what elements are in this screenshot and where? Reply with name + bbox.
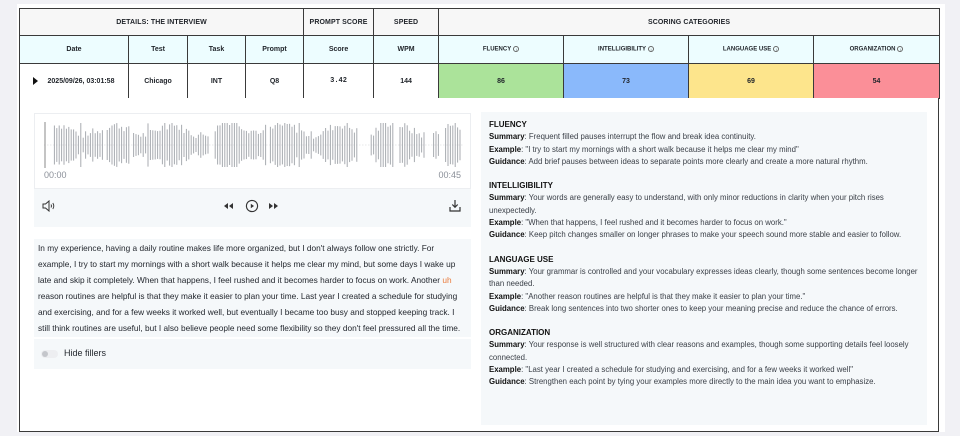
column-header-organization (814, 36, 940, 64)
transcript-segment: reason routines are helpful is that they make it easier to plan your time. Last year I created a schedule for studying and exercising, and for a few weeks it worked well, but eventually I became too busy and stopped keeping track. I still think routines are useful, but I also believe people need some flexibility so they don't feel pressured all the time. (38, 291, 461, 333)
cell-intelligibility-score: 73 (564, 64, 689, 99)
intelligibility-header-label: INTELLIGIBILITY (598, 46, 647, 53)
column-header-task: Task (188, 36, 246, 64)
hide-fillers-toggle[interactable] (41, 350, 58, 358)
cell-test: Chicago (129, 64, 188, 99)
audio-waveform-card (34, 113, 471, 189)
feedback-section-intelligibility: INTELLIGIBILITY Summary: Your words are generally easy to understand, with only minor reductions in clarity when your pitch rises unexpectedly. Example: "When that happens, I feel rushed and it becomes harder to focus on work." Guidance: Keep pitch changes smaller on longer phrases to make your speech sound more stable and easier to follow. (489, 180, 919, 241)
feedback-panel (481, 112, 927, 425)
guidance-label: Guidance (489, 156, 525, 166)
filler-word: uh (442, 275, 452, 285)
time-end: 00:45 (438, 170, 461, 180)
column-header-wpm: WPM (374, 36, 439, 64)
scores-table (19, 8, 940, 99)
group-header-prompt-score: PROMPT SCORE (304, 9, 374, 36)
column-header-language-use (689, 36, 814, 64)
volume-icon[interactable] (42, 200, 56, 217)
cell-fluency-score: 86 (439, 64, 564, 99)
column-header-prompt: Prompt (246, 36, 304, 64)
cell-prompt: Q8 (246, 64, 304, 99)
guidance-text: Strengthen each point by tying your examples more directly to the main idea you want to emphasize. (528, 377, 876, 387)
cell-score: 3.42 (304, 64, 374, 99)
table-row[interactable] (20, 64, 940, 99)
cell-wpm: 144 (374, 64, 439, 99)
summary-text: Your response is well structured with clear reasons and examples, though some supporting details feel loosely connected. (489, 340, 909, 362)
summary-label: Summary (489, 340, 525, 350)
column-header-fluency (439, 36, 564, 64)
transcript-text (34, 239, 471, 337)
summary-text: Frequent filled pauses interrupt the flow and break idea continuity. (528, 132, 756, 142)
summary-label: Summary (489, 266, 525, 276)
column-header-test: Test (129, 36, 188, 64)
hide-fillers-label: Hide fillers (64, 348, 107, 358)
example-label: Example (489, 144, 522, 154)
guidance-text: Break long sentences into two shorter ones to keep your meaning precise and reduce the chance of errors. (528, 303, 898, 313)
feedback-section-organization: ORGANIZATION Summary: Your response is well structured with clear reasons and examples, though some supporting details feel loosely connected. Example: "Last year I created a schedule for studying and exercising, and for a few weeks it worked well" Guidance: Strengthen each point by tying your examples more directly to the main idea you want to emphasize. (489, 327, 919, 388)
example-text: "When that happens, I feel rushed and it becomes harder to focus on work." (525, 218, 787, 228)
feedback-section-language-use: LANGUAGE USE Summary: Your grammar is controlled and your vocabulary expresses ideas clearly, though some sentences become longer than needed. Example: "Another reason routines are helpful is that they make it easier to plan your time." Guidance: Break long sentences into two shorter ones to keep your meaning precise and reduce the chance of errors. (489, 254, 918, 313)
organization-header-label: ORGANIZATION (849, 46, 896, 53)
play-icon[interactable] (245, 199, 259, 218)
example-label: Example (489, 291, 522, 301)
info-icon[interactable]: i (513, 46, 519, 52)
section-title: LANGUAGE USE (489, 254, 554, 264)
example-text: "I try to start my mornings with a short walk because it helps me clear my mind" (525, 144, 799, 154)
column-header-date: Date (20, 36, 129, 64)
example-text: "Last year I created a schedule for studying and exercising, and for a few weeks it worked well" (525, 365, 853, 375)
time-start: 00:00 (44, 170, 67, 180)
summary-label: Summary (489, 132, 525, 142)
cell-task: INT (188, 64, 246, 99)
guidance-label: Guidance (489, 230, 525, 240)
waveform[interactable] (44, 122, 464, 168)
column-header-intelligibility (564, 36, 689, 64)
cell-organization-score: 54 (814, 64, 940, 99)
filler-toggle-bar (34, 339, 471, 369)
summary-label: Summary (489, 193, 525, 203)
fast-forward-icon[interactable] (268, 200, 279, 217)
info-icon[interactable]: i (648, 46, 654, 52)
info-icon[interactable]: i (773, 46, 779, 52)
download-icon[interactable] (449, 199, 461, 217)
section-title: INTELLIGIBILITY (489, 181, 553, 191)
summary-text: Your grammar is controlled and your vocabulary expresses ideas clearly, though some sentences become longer than needed. (489, 266, 918, 289)
cell-date (20, 64, 129, 99)
guidance-text: Keep pitch changes smaller on longer phrases to make your speech sound more stable and easier to follow. (528, 230, 902, 240)
feedback-section-fluency: FLUENCY Summary: Frequent filled pauses interrupt the flow and break idea continuity. Example: "I try to start my mornings with a short walk because it helps me clear my mind" Guidance: Add brief pauses between ideas to separate points more clearly and create a more natural rhythm. (489, 119, 919, 168)
info-icon[interactable]: i (897, 46, 903, 52)
language-use-header-label: LANGUAGE USE (722, 46, 772, 53)
section-title: FLUENCY (489, 120, 527, 129)
summary-text: Your words are generally easy to understand, with only minor reductions in clarity when your pitch rises unexpectedly. (489, 193, 884, 215)
date-value: 2025/09/26, 03:01:58 (47, 77, 115, 85)
section-title: ORGANIZATION (489, 328, 551, 338)
rewind-icon[interactable] (223, 200, 234, 217)
guidance-label: Guidance (489, 303, 525, 313)
example-text: "Another reason routines are helpful is that they make it easier to plan your time." (525, 291, 806, 301)
player-controls (34, 189, 471, 227)
example-label: Example (489, 218, 522, 228)
row-detail-panel (19, 98, 939, 432)
example-label: Example (489, 365, 522, 375)
transcript-segment: In my experience, having a daily routine makes life more organized, but I don't always follow one strictly. For example, I try to start my mornings with a short walk because it helps me clear my mind, but some days I wake up late and skip it completely. When that happens, I feel rushed and it becomes harder to focus on work. Another (38, 243, 456, 285)
group-header-details: DETAILS: THE INTERVIEW (20, 9, 304, 36)
toggle-knob (42, 351, 48, 357)
expand-row-icon[interactable] (33, 77, 38, 85)
guidance-label: Guidance (489, 377, 525, 387)
group-header-speed: SPEED (374, 9, 439, 36)
group-header-scoring-categories: SCORING CATEGORIES (439, 9, 940, 36)
column-header-score: Score (304, 36, 374, 64)
fluency-header-label: FLUENCY (482, 46, 512, 53)
guidance-text: Add brief pauses between ideas to separate points more clearly and create a more natural rhythm. (528, 156, 868, 166)
cell-language-use-score: 69 (689, 64, 814, 99)
